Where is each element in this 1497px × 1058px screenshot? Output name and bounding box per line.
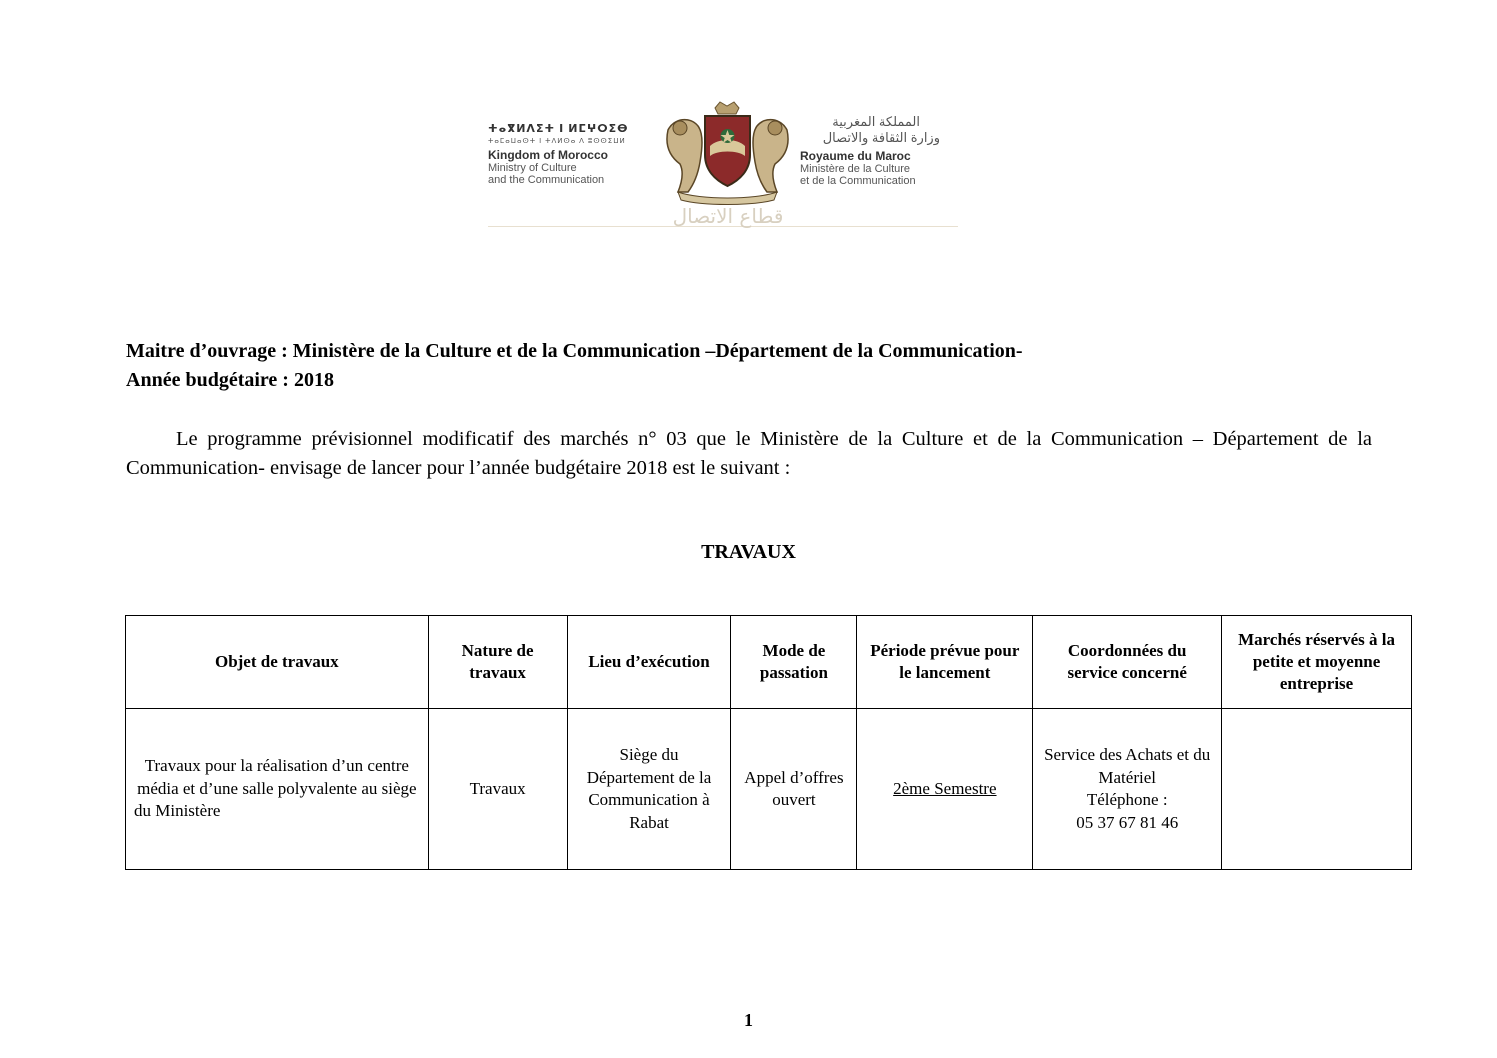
logo-sector-label: قطاع الاتصال <box>672 204 784 228</box>
cell-nature: Travaux <box>428 709 567 870</box>
header-periode: Période prévue pour le lancement <box>857 616 1033 709</box>
cell-objet: Travaux pour la réalisation d’un centre média et d’une salle polyvalente au siège du Ministère <box>126 709 429 870</box>
coat-of-arms-icon <box>660 100 795 205</box>
logo-fr-line2: Ministère de la Culture <box>800 163 911 175</box>
logo-ar-line1: المملكة المغربية <box>832 114 920 129</box>
logo-tifinagh-line1: ⵜⴰⴳⵍⴷⵉⵜ ⵏ ⵍⵎⵖⵔⵉⴱ <box>488 123 629 135</box>
maitre-ouvrage-heading: Maitre d’ouvrage : Ministère de la Culture et de la Communication –Département de la Communication- <box>126 340 1023 362</box>
cell-coordonnees <box>1033 709 1222 870</box>
section-title: TRAVAUX <box>701 541 796 563</box>
logo-en-line2: Ministry of Culture <box>488 162 577 174</box>
header-mode: Mode de passation <box>731 616 857 709</box>
header-nature: Nature de travaux <box>428 616 567 709</box>
logo-fr-line3: et de la Communication <box>800 175 916 187</box>
intro-paragraph: Le programme prévisionnel modificatif des marchés n° 03 que le Ministère de la Culture et de la Communication – Département de la Communication- envisage de lancer pour l’année budgétaire 2018 est le suivant : <box>126 428 1372 479</box>
annee-budgetaire-heading: Année budgétaire : 2018 <box>126 369 334 391</box>
cell-periode <box>857 709 1033 870</box>
table-header-row <box>126 616 1412 709</box>
table-row <box>126 709 1412 870</box>
coord-service: Service des Achats et du Matériel <box>1044 745 1211 787</box>
logo-tifinagh-line2: ⵜⴰⵎⴰⵡⴰⵙⵜ ⵏ ⵜⴷⵍⵙⴰ ⴷ ⵓⵙⵙⵉⵡⵍ <box>488 138 626 145</box>
logo-fr-line1: Royaume du Maroc <box>800 149 911 163</box>
header-coordonnees: Coordonnées du service concerné <box>1033 616 1222 709</box>
coord-telephone-number: 05 37 67 81 46 <box>1076 812 1179 832</box>
logo-right-text <box>800 114 960 187</box>
logo-en-line1: Kingdom of Morocco <box>488 148 608 162</box>
ministry-logo <box>488 100 958 240</box>
logo-ar-line2: وزارة الثقافة والاتصال <box>822 130 940 145</box>
header-marches-reserves: Marchés réservés à la petite et moyenne entreprise <box>1222 616 1412 709</box>
periode-value: 2ème Semestre <box>893 778 997 798</box>
cell-marches-reserves <box>1222 709 1412 870</box>
header-objet: Objet de travaux <box>126 616 429 709</box>
logo-left-text <box>488 122 653 186</box>
header-lieu: Lieu d’exécution <box>567 616 731 709</box>
coord-telephone-label: Téléphone : <box>1086 790 1168 809</box>
logo-en-line3: and the Communication <box>488 174 605 186</box>
marches-table <box>125 615 1412 870</box>
cell-lieu: Siège du Département de la Communication à Rabat <box>567 709 731 870</box>
cell-mode: Appel d’offres ouvert <box>731 709 857 870</box>
page-number: 1 <box>744 1010 753 1030</box>
